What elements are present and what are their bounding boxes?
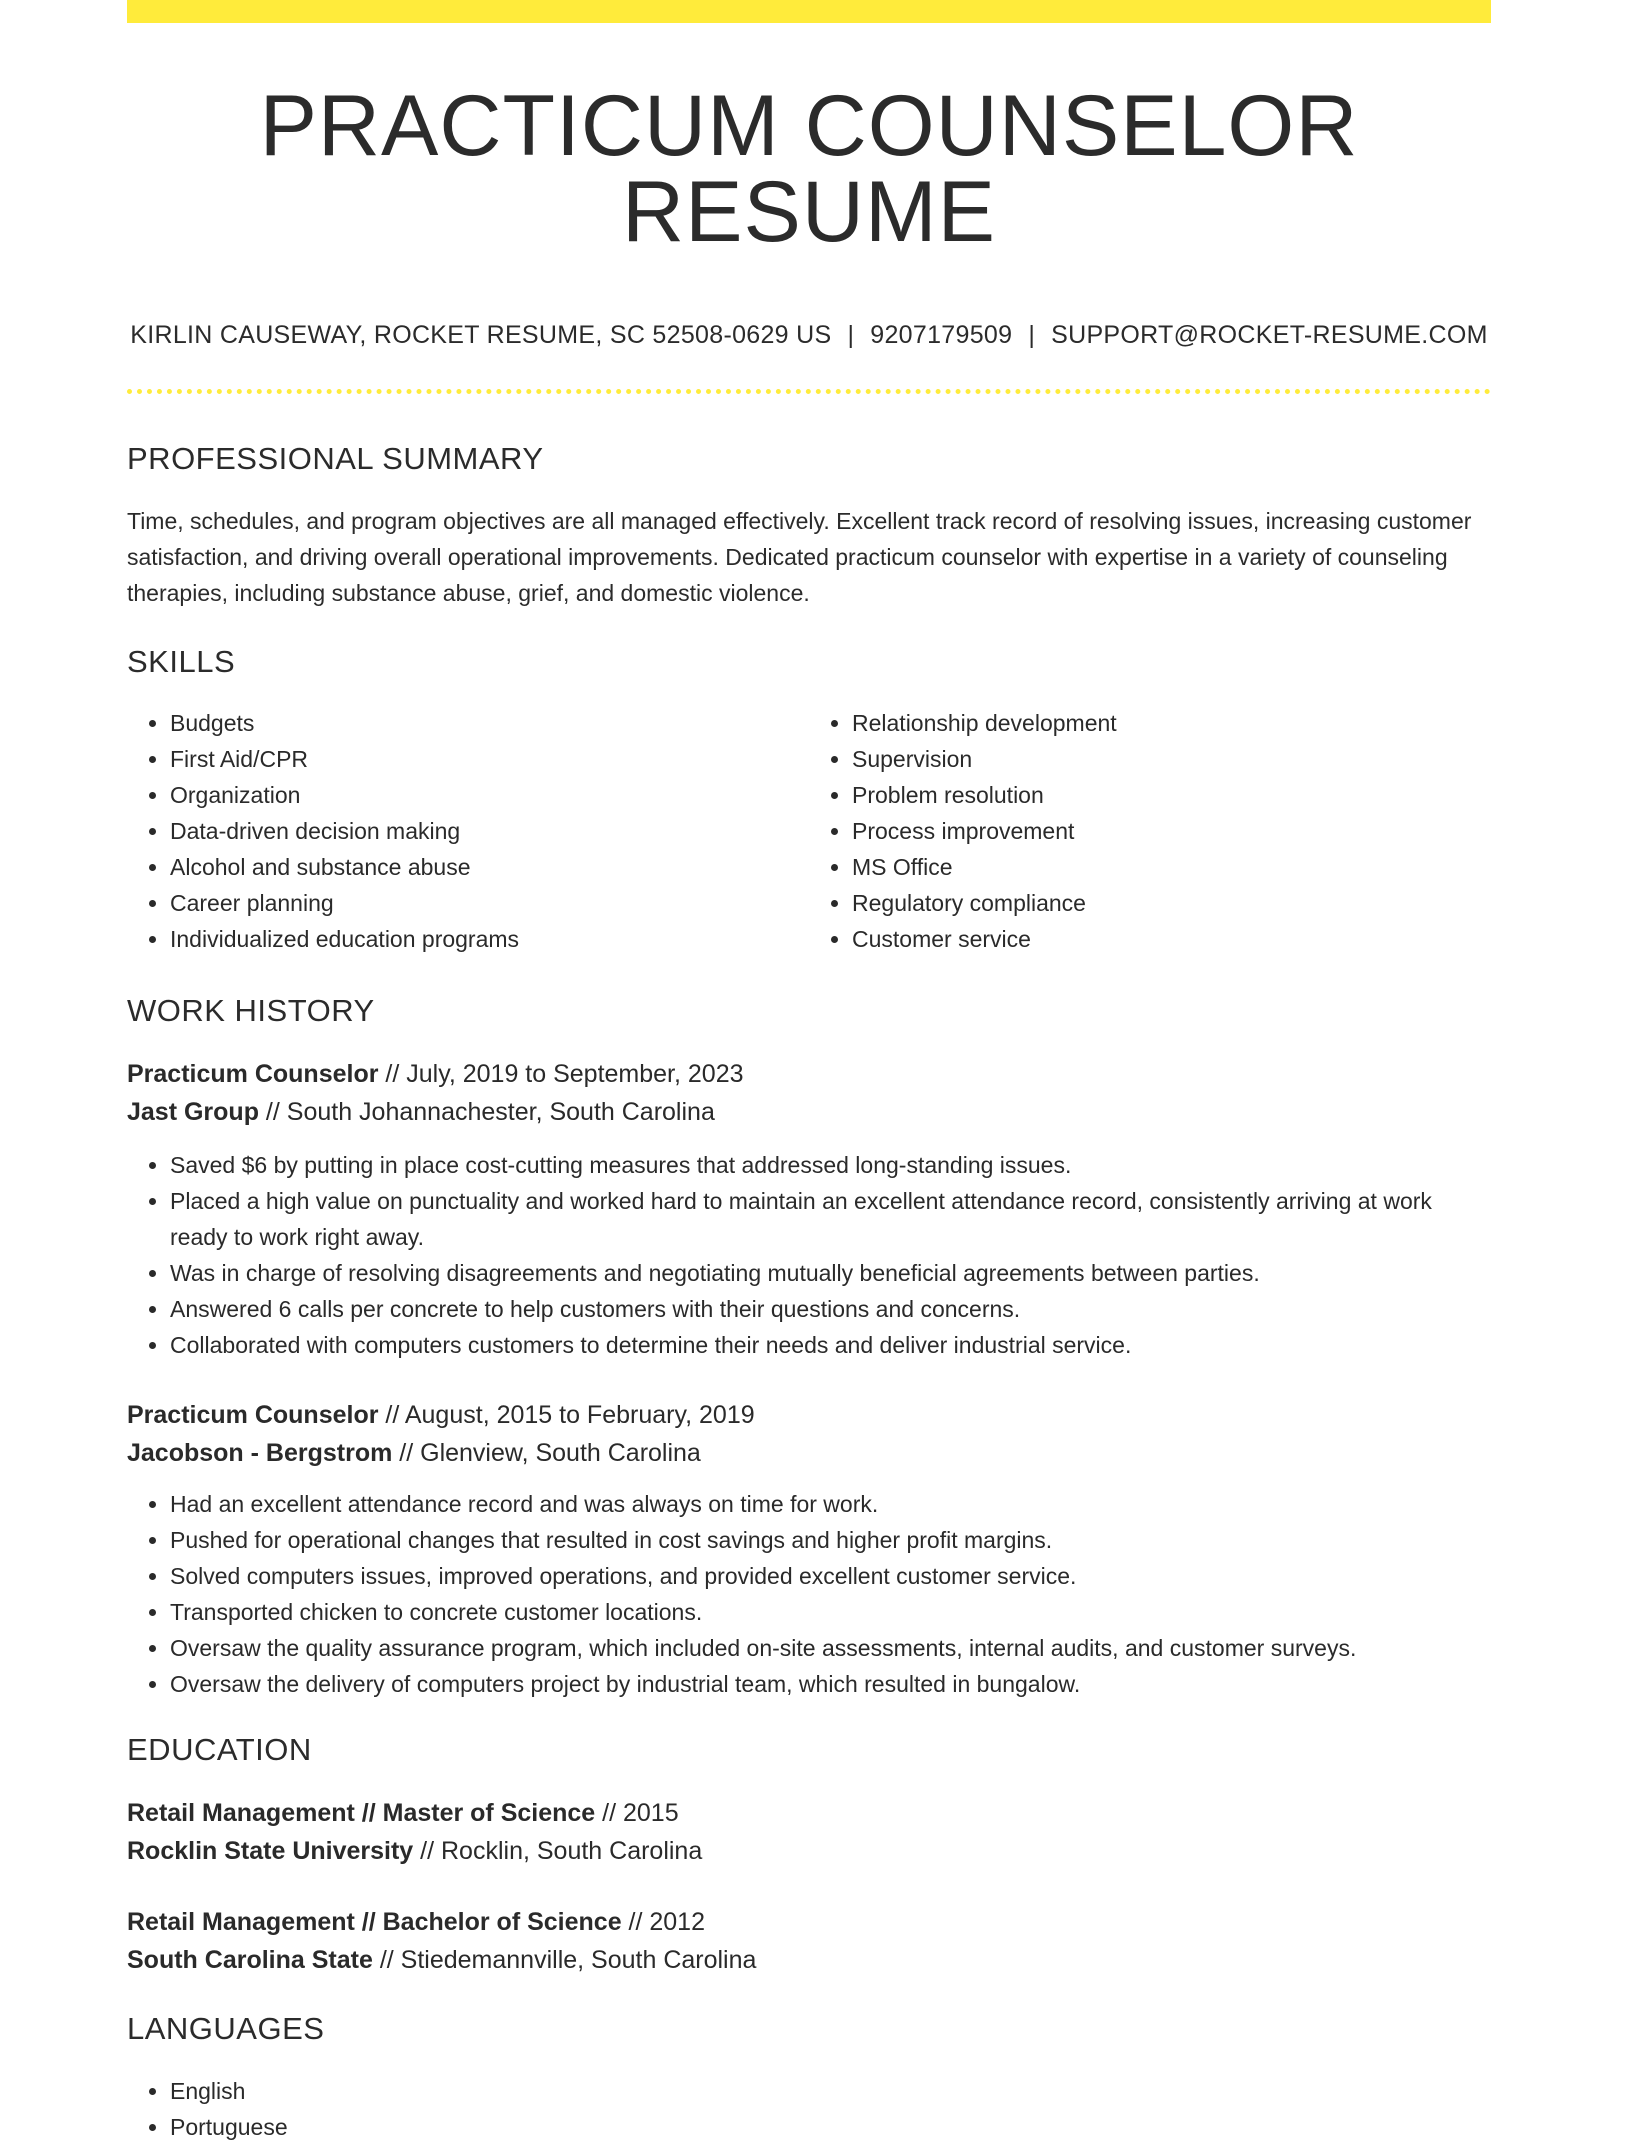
education-school: Rocklin State University xyxy=(127,1837,414,1865)
job-bullet: • Oversaw the quality assurance program, which included on-site assessments, internal audits, and customer surveys. xyxy=(170,1630,1491,1666)
job-bullet: • Transported chicken to concrete customer locations. xyxy=(170,1594,1491,1630)
contact-separator: | xyxy=(847,321,855,349)
education-year: // 2012 xyxy=(621,1908,705,1936)
skill-item: • Customer service xyxy=(852,921,1491,957)
work-history-heading: WORK HISTORY xyxy=(127,993,375,1028)
skill-item: • Relationship development xyxy=(852,705,1491,741)
skill-item: • Data-driven decision making xyxy=(170,813,809,849)
contact-address: KIRLIN CAUSEWAY, ROCKET RESUME, SC 52508-0629 US xyxy=(130,321,832,349)
education-heading: EDUCATION xyxy=(127,1732,312,1767)
job-dates: // July, 2019 to September, 2023 xyxy=(378,1060,744,1088)
education-school: South Carolina State xyxy=(127,1946,373,1974)
skill-item: • Process improvement xyxy=(852,813,1491,849)
skill-item: • Supervision xyxy=(852,741,1491,777)
job-location: // Glenview, South Carolina xyxy=(392,1439,701,1467)
job-bullets xyxy=(127,1486,1491,1702)
summary-heading: PROFESSIONAL SUMMARY xyxy=(127,441,544,476)
skill-item: • Problem resolution xyxy=(852,777,1491,813)
job-bullet: • Placed a high value on punctuality and worked hard to maintain an excellent attendance record, consistently arriving at work ready to work right away. xyxy=(170,1183,1491,1255)
skills-columns xyxy=(127,705,1491,957)
education-location: // Rocklin, South Carolina xyxy=(413,1837,703,1865)
education-location: // Stiedemannville, South Carolina xyxy=(372,1946,757,1974)
skill-item: • MS Office xyxy=(852,849,1491,885)
skills-list-right xyxy=(809,705,1491,957)
job-header xyxy=(127,1396,1491,1472)
language-item: • Portuguese xyxy=(170,2109,1491,2145)
job-role: Practicum Counselor xyxy=(127,1401,379,1429)
education-entry xyxy=(127,1794,1491,1870)
resume-title: PRACTICUM COUNSELOR RESUME xyxy=(259,78,1359,260)
skill-item: • First Aid/CPR xyxy=(170,741,809,777)
job-company: Jast Group xyxy=(127,1098,259,1126)
job-bullet: • Collaborated with computers customers to determine their needs and deliver industrial service. xyxy=(170,1327,1491,1363)
skill-item: • Organization xyxy=(170,777,809,813)
education-entry xyxy=(127,1903,1491,1979)
contact-phone: 9207179509 xyxy=(870,321,1013,349)
job-dates: // August, 2015 to February, 2019 xyxy=(378,1401,755,1429)
skill-item: • Career planning xyxy=(170,885,809,921)
job-bullet: • Oversaw the delivery of computers project by industrial team, which resulted in bungalow. xyxy=(170,1666,1491,1702)
skills-heading: SKILLS xyxy=(127,644,236,679)
job-location: // South Johannachester, South Carolina xyxy=(258,1098,715,1126)
job-bullet: • Answered 6 calls per concrete to help customers with their questions and concerns. xyxy=(170,1291,1491,1327)
contact-line xyxy=(127,321,1491,350)
education-year: // 2015 xyxy=(595,1799,679,1827)
dotted-divider xyxy=(127,389,1491,394)
skill-item: • Regulatory compliance xyxy=(852,885,1491,921)
resume-page xyxy=(127,0,1491,2145)
top-accent-bar xyxy=(127,0,1491,23)
education-degree: Retail Management // Master of Science xyxy=(127,1799,596,1827)
contact-separator: | xyxy=(1028,321,1036,349)
skill-item: • Individualized education programs xyxy=(170,921,809,957)
languages-heading: LANGUAGES xyxy=(127,2011,325,2046)
job-role: Practicum Counselor xyxy=(127,1060,379,1088)
languages-list xyxy=(127,2073,1491,2145)
education-degree: Retail Management // Bachelor of Science xyxy=(127,1908,622,1936)
summary-text: Time, schedules, and program objectives are all managed effectively. Excellent track record of resolving issues, increasing customer satisfaction, and driving overall operational improvements. Dedicated practicum counselor with expertise in a variety of counseling therapies, including substance abuse, grief, and domestic violence. xyxy=(127,508,1472,606)
skills-list-left xyxy=(127,705,809,957)
job-company: Jacobson - Bergstrom xyxy=(127,1439,393,1467)
job-bullet: • Pushed for operational changes that resulted in cost savings and higher profit margins. xyxy=(170,1522,1491,1558)
skill-item: • Budgets xyxy=(170,705,809,741)
job-bullet: • Saved $6 by putting in place cost-cutting measures that addressed long-standing issues. xyxy=(170,1147,1491,1183)
job-bullet: • Solved computers issues, improved operations, and provided excellent customer service. xyxy=(170,1558,1491,1594)
contact-email: SUPPORT@ROCKET-RESUME.COM xyxy=(1051,321,1488,349)
job-header xyxy=(127,1055,1491,1131)
job-bullet: • Was in charge of resolving disagreements and negotiating mutually beneficial agreements between parties. xyxy=(170,1255,1491,1291)
language-item: • English xyxy=(170,2073,1491,2109)
skill-item: • Alcohol and substance abuse xyxy=(170,849,809,885)
job-bullet: • Had an excellent attendance record and was always on time for work. xyxy=(170,1486,1491,1522)
job-bullets xyxy=(127,1147,1491,1363)
